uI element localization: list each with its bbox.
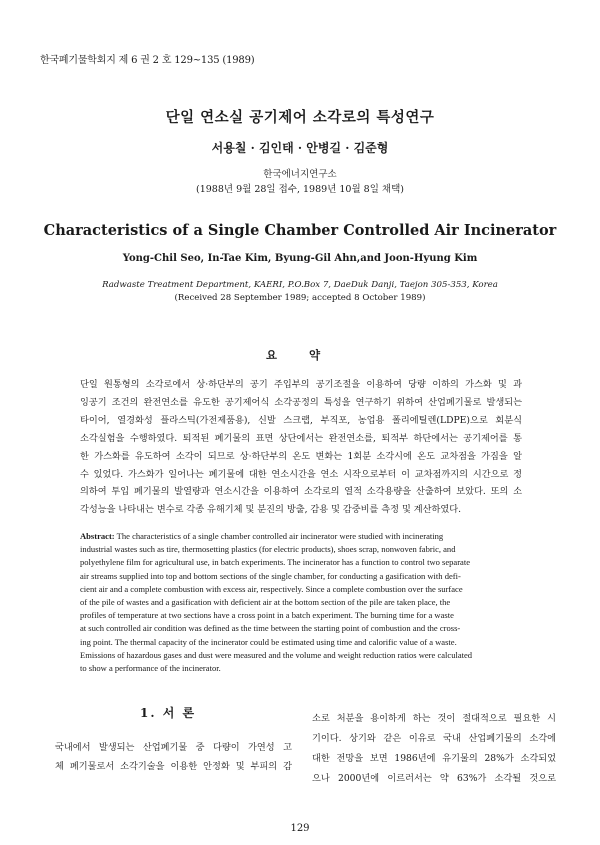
korean-abstract-line: 타이어, 열경화성 플라스틱(가전제품용), 신발 스크랩, 부직포, 농업용 폴리에틸렌(LDPE)으로 회분식 [80,414,522,426]
korean-abstract-heading: 요 약 [265,348,335,362]
journal-reference: 한국폐기물학회지 제 6 권 2 호 129~135 (1989) [40,55,255,66]
english-abstract-text: The characteristics of a single chamber controlled air incinerator were studied with incinerating [114,531,444,541]
body-line: 소로 처분을 용이하게 하는 것이 절대적으로 필요한 시 [312,713,556,724]
korean-abstract [80,376,522,519]
english-abstract-line: Emissions of hazardous gases and dust were measured and the volume and weight reduction ratios were calculated [80,649,473,660]
english-abstract-line: air streams supplied into top and bottom sections of the single chamber, for conducting a gasification with defi- [80,570,461,581]
korean-institution: 한국에너지연구소 [263,169,337,180]
english-dates: (Received 28 September 1989; accepted 8 October 1989) [174,293,426,303]
korean-abstract-line: 소각실험을 수행하였다. 퇴적된 폐기물의 표면 상단에서는 완전연소를, 퇴적부 하단에서는 공기제어를 통 [80,432,522,444]
korean-authors: 서용칠 · 김인태 · 안병길 · 김준형 [211,141,389,155]
body-line: 체 폐기물로서 소각기술을 이용한 안정화 및 부피의 감 [55,761,292,772]
english-address: Radwaste Treatment Department, KAERI, P.O.Box 7, DaeDuk Danji, Taejon 305-353, Korea [102,280,498,290]
english-abstract-line: at such controlled air condition was defined as the time between the starting point of combustion and the cross- [80,623,461,634]
english-abstract [80,530,522,675]
body-line: 대한 전망을 보면 1986년에 유기물의 28%가 소각되었 [312,753,556,764]
english-abstract-line: cient air and a complete combustion with excess air, respectively. Since a complete combustion over the surface [80,583,463,594]
page-number: 129 [290,823,310,834]
korean-abstract-line: 한 가스화를 유도하여 소각이 되므로 상·하단부의 온도 변화는 1회분 소각시에 온도 교차점을 가짐을 알 [80,450,522,462]
english-abstract-line [80,530,522,543]
english-authors: Yong-Chil Seo, In-Tae Kim, Byung-Gil Ahn,and Joon-Hyung Kim [122,253,478,264]
body-line: 으나 2000년에 이르러서는 약 63%가 소각될 것으로 [312,773,556,784]
english-abstract-line: of the pile of wastes and a gasification with deficient air at the bottom section of the pile are taken place, the [80,597,451,608]
english-abstract-line: profiles of temperature at two sections have a cross point in a batch experiment. The burning time for a waste [80,610,454,621]
body-column-right [312,709,556,789]
section-heading-introduction: 1. 서 론 [140,706,197,720]
korean-abstract-line: 각성능을 나타내는 변수로 각종 유해기체 및 분진의 방출, 감용 및 감중비를 측정 및 계산하였다. [80,504,462,516]
korean-abstract-line: 단일 원통형의 소각로에서 상·하단부의 공기 주입부의 공기조절을 이용하여 당량 이하의 가스화 및 과 [80,379,522,390]
korean-abstract-line: 수 있었다. 가스화가 일어나는 폐기물에 대한 연소시간을 연소 시작으로부터 이 교차점까지의 시간으로 정 [80,468,522,480]
korean-abstract-line: 의하여 투입 폐기물의 발열량과 연소시간을 이용하여 소각로의 열적 소각용량을 산출하여 보았다. 또의 소 [80,486,522,498]
english-abstract-line: polyethylene film for agricultural use, in batch experiments. The incinerator has a function to control two separate [80,557,471,568]
korean-dates: (1988년 9월 28일 접수, 1989년 10월 8일 채택) [196,184,404,195]
english-abstract-line: to show a performance of the incinerator. [80,663,221,674]
english-title: Characteristics of a Single Chamber Controlled Air Incinerator [43,222,557,239]
body-column-left [55,738,292,776]
body-line: 기이다. 상기와 같은 이유로 국내 산업폐기물의 소각에 [312,733,556,744]
abstract-label: Abstract: [80,531,115,541]
english-abstract-line: ing point. The thermal capacity of the incinerator could be estimated using time and calorific value of a waste. [80,636,457,647]
korean-title: 단일 연소실 공기제어 소각로의 특성연구 [165,109,435,126]
korean-abstract-line: 잉공기 조건의 완전연소를 유도한 공기제어식 소각공정의 특성을 연구하기 위하여 산업폐기물로 발생되는 [80,396,522,408]
body-line: 국내에서 발생되는 산업폐기물 중 다량이 가연성 고 [55,742,292,753]
english-abstract-line: industrial wastes such as tire, thermosetting plastics (for electric products), shoes scrap, nonwoven fabric, and [80,544,456,555]
